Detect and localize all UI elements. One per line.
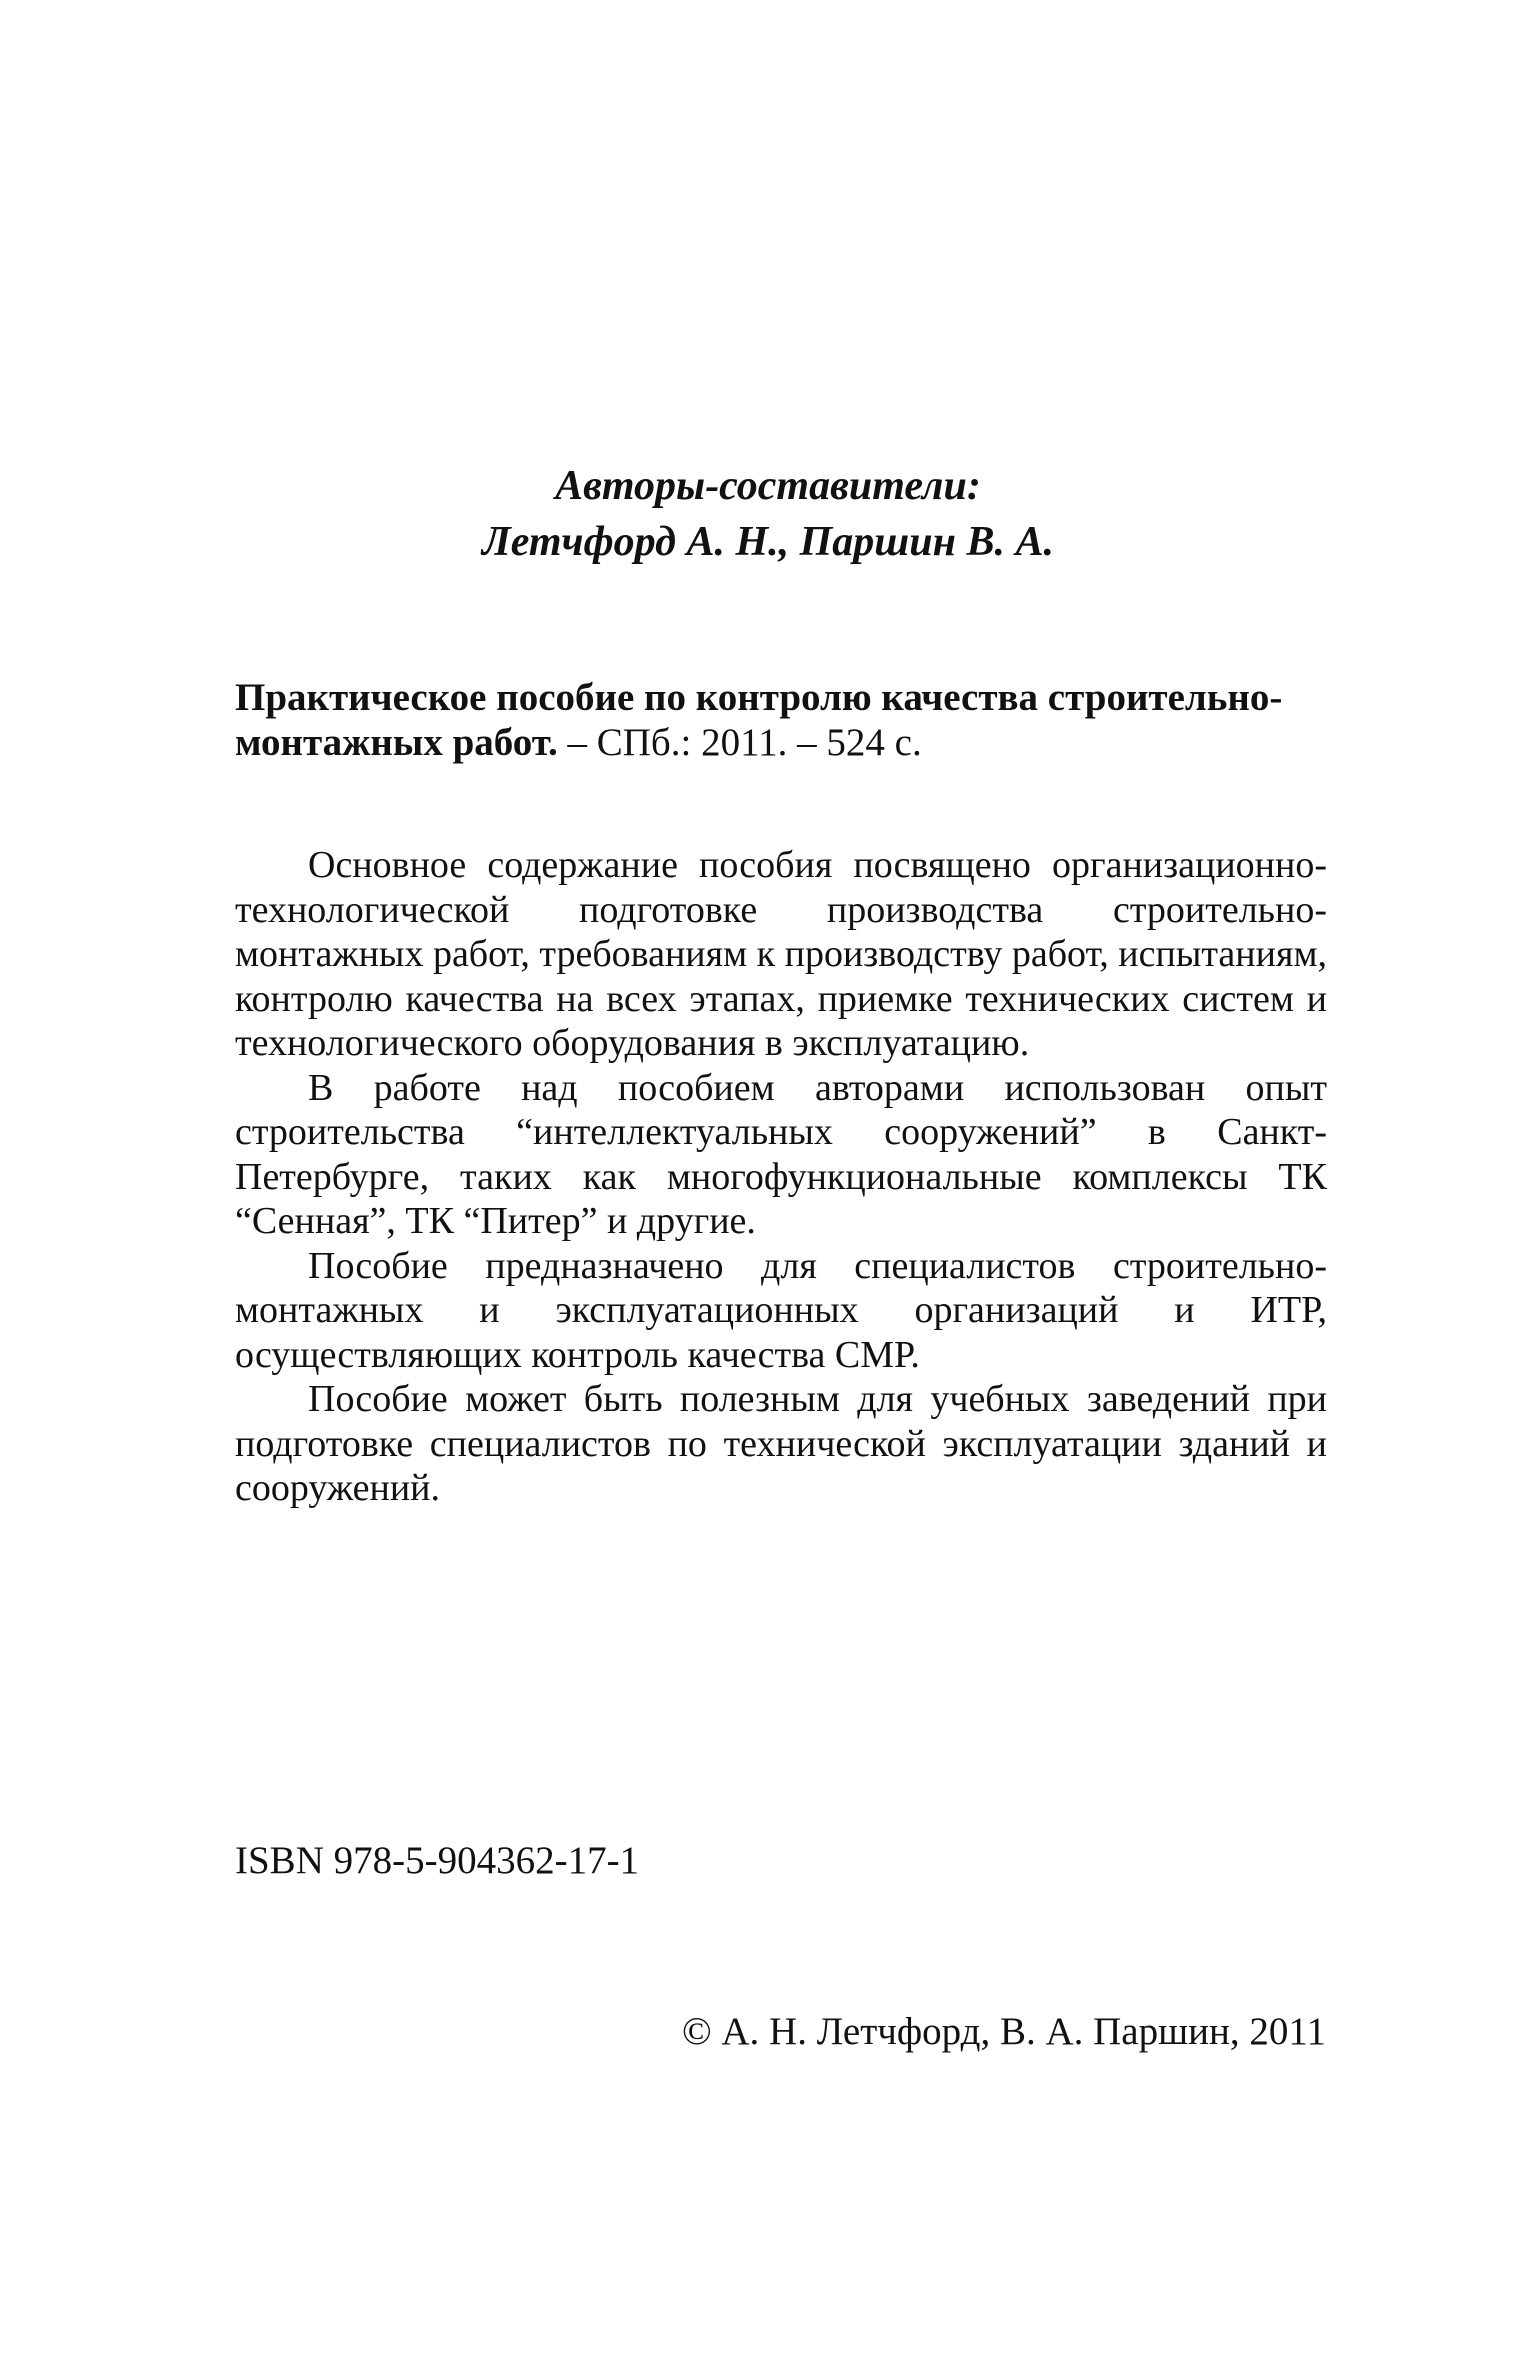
book-imprint: – СПб.: 2011. – 524 с.	[557, 721, 922, 764]
authors-heading: Авторы-составители:	[555, 463, 981, 509]
book-title: Практическое пособие по контролю качества строительно-монтажных работ.	[235, 676, 1283, 764]
isbn: ISBN 978-5-904362-17-1	[235, 1839, 640, 1882]
bibliographic-record	[235, 675, 1327, 765]
annotation-paragraph: Основное содержание пособия посвящено организационно-технологической подготовке производства строительно-монтажных работ, требованиям к производству работ, испытаниям, контролю качества на всех этапах, приемке технических систем и технологического оборудования в эксплуатацию.	[235, 844, 1327, 1064]
authors-block	[0, 458, 1536, 570]
annotation-paragraph: В работе над пособием авторами использован опыт строительства “интеллектуальных сооружений” в Санкт-Петербурге, таких как многофункциональные комплексы ТК “Сенная”, ТК “Питер” и другие.	[235, 1066, 1327, 1242]
annotation	[235, 843, 1327, 1511]
copyright-notice: © А. Н. Летчфорд, В. А. Паршин, 2011	[682, 2010, 1326, 2053]
authors-names: Летчфорд А. Н., Паршин В. А.	[481, 519, 1054, 565]
annotation-paragraph: Пособие может быть полезным для учебных заведений при подготовке специалистов по технической эксплуатации зданий и сооружений.	[235, 1378, 1327, 1509]
annotation-paragraph: Пособие предназначено для специалистов строительно-монтажных и эксплуатационных организаций и ИТР, осуществляющих контроль качества СМР.	[235, 1244, 1327, 1376]
